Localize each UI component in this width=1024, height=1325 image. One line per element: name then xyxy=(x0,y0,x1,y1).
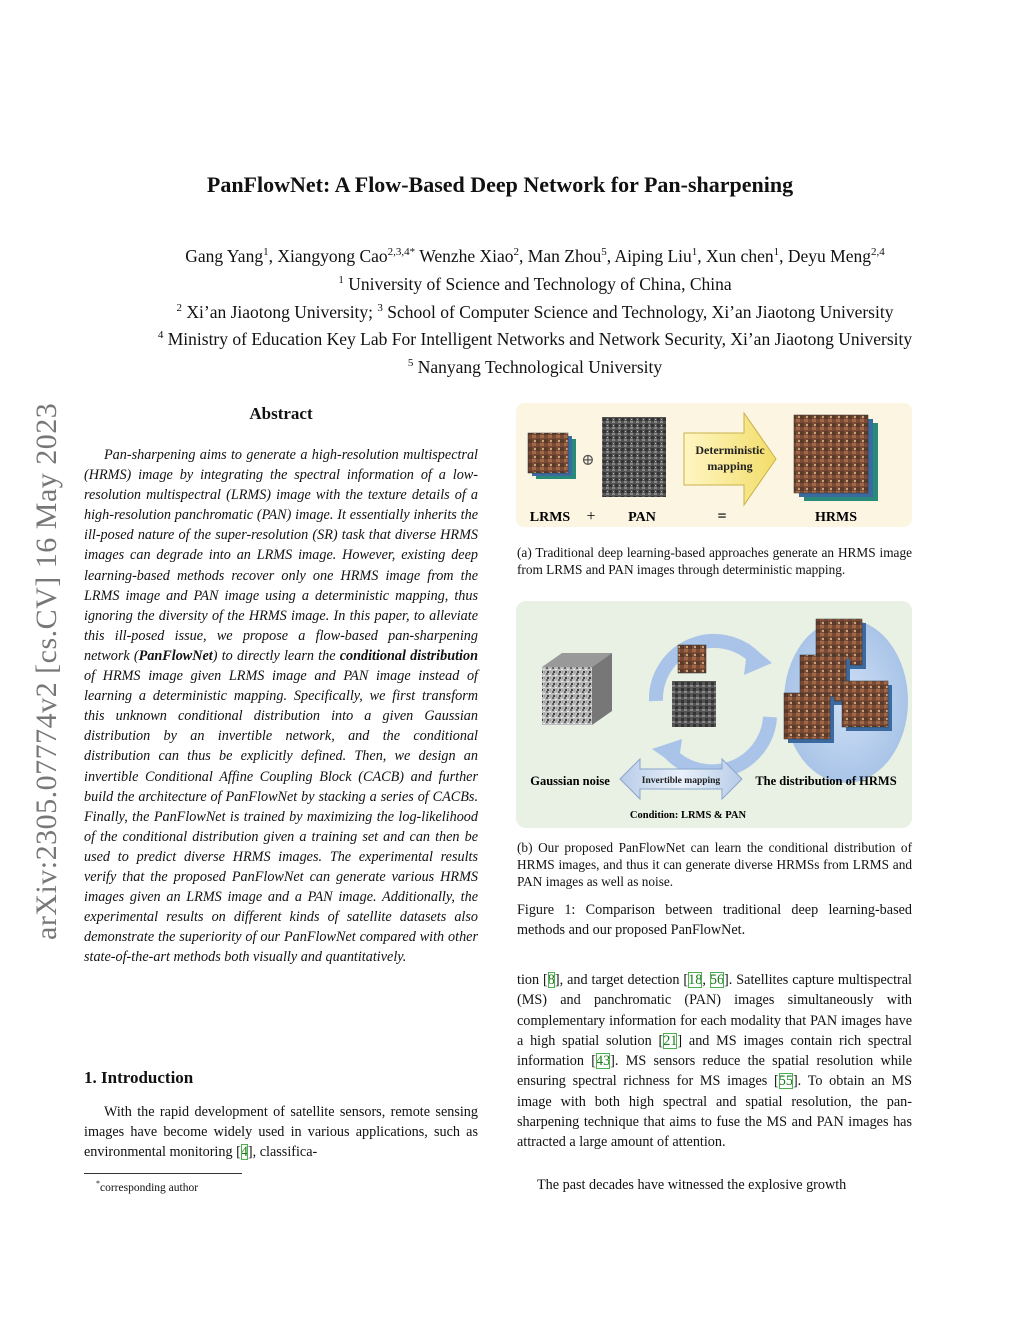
lrms-label: LRMS xyxy=(529,510,571,525)
affiliation-4: $^4$ Ministry of Education Key Lab For Intelligent Networks and Network Security, Xi’an Jiaotong University xyxy=(157,329,913,350)
citation-link[interactable]: 18 xyxy=(688,972,703,988)
citation-link[interactable]: 55 xyxy=(778,1073,793,1090)
condition-pan-image xyxy=(672,681,716,727)
oplus-symbol: ⊕ xyxy=(581,452,595,469)
right-column-paragraph: tion [8], and target detection [18, 56]. Satellites capture multispectral (MS) and panchromatic (PAN) images simultaneously with complementary information for each modality that PAN images have a high spatial solution [21] and MS images contain rich spectral information [43]. MS sensors reduce the spatial resolution while ensuring spectral richness for MS images [55]. To obtain an MS image with both high spectral and spatial resolution, the pan-sharpening technique that aims to fuse the MS and PAN images has attracted a large amount of attention. xyxy=(517,972,913,1151)
citation-link[interactable]: 21 xyxy=(663,1032,678,1049)
pan-label: PAN xyxy=(628,510,656,525)
citation-link[interactable]: 8 xyxy=(547,972,555,988)
gaussian-noise-label: Gaussian noise xyxy=(530,774,610,788)
author-block xyxy=(0,240,1024,379)
affiliation-5: $^5$ Nanyang Technological University xyxy=(407,357,663,378)
paper-title: PanFlowNet: A Flow-Based Deep Network for Pan-sharpening xyxy=(206,172,794,197)
affiliation-1: $^1$ University of Science and Technology of China, China xyxy=(338,273,732,294)
invertible-mapping-label: Invertible mapping xyxy=(641,776,721,786)
figure-b-diagram xyxy=(516,601,912,828)
deterministic-label-1: Deterministic xyxy=(695,443,765,457)
introduction-heading: 1. Introduction xyxy=(84,1068,194,1087)
right-column-paragraph-2: The past decades have witnessed the explosive growth xyxy=(537,1177,847,1193)
abstract-heading: Abstract xyxy=(249,404,313,423)
figure-b-panel xyxy=(516,601,912,828)
condition-lrms-image xyxy=(678,645,706,673)
hrms-distribution-label: The distribution of HRMS xyxy=(755,774,897,788)
footnote-rule xyxy=(84,1173,242,1174)
figure-1-caption: Figure 1: Comparison between traditional deep learning-based methods and our proposed PanFlowNet. xyxy=(517,902,912,938)
citation-link[interactable]: 4 xyxy=(240,1144,248,1160)
citation-link[interactable]: 56 xyxy=(709,972,725,988)
arxiv-identifier: arXiv:2305.07774v2 [cs.CV] 16 May 2023 xyxy=(30,402,63,940)
abstract-text: Pan-sharpening aims to generate a high-resolution multispectral (HRMS) image by integrating the spectral information of a low-resolution multispectral (LRMS) image with the texture details of a high-resolution panchromatic (PAN) image. It essentially inherits the ill-posed nature of the super-resolution (SR) task that diverse HRMS images can degrade into an LRMS image. However, existing deep learning-based methods recover only one HRMS image from the LRMS image and PAN image using a deterministic mapping, thus ignoring the diversity of the HRMS image. In this paper, to alleviate this ill-posed issue, we propose a flow-based pan-sharpening network (PanFlowNet) to directly learn the conditional distribution of HRMS image given LRMS image and PAN image instead of learning a deterministic mapping. Specifically, we first transform this unknown conditional distribution into a given Gaussian distribution by an invertible network, and the conditional distribution can thus be explicitly defined. Then, we design an invertible Conditional Affine Coupling Block (CACB) and further build the architecture of PanFlowNet by stacking a series of CACBs. Finally, the PanFlowNet is trained by maximizing the log-likelihood of the conditional distribution given a training set and can then be used to predict diverse HRMS images. The experimental results verify that the proposed PanFlowNet can generate various HRMS images given an LRMS image and a PAN image. Additionally, the experimental results on different kinds of satellite datasets also demonstrate the superiority of our PanFlowNet compared with other state-of-the-art methods both visually and quantitatively. xyxy=(84,447,478,966)
citation-link[interactable]: 43 xyxy=(595,1053,611,1070)
author-list: Gang Yang$^1$, Xiangyong Cao$^{2,3,4*}$ Wenzhe Xiao$^2$, Man Zhou$^5$, Aiping Liu$^1$, Xun chen$^1$, Deyu Meng$^{2,4}$ xyxy=(185,245,885,266)
figure-a-diagram xyxy=(516,403,912,527)
deterministic-arrow xyxy=(684,413,776,505)
figure-b-caption: (b) Our proposed PanFlowNet can learn the conditional distribution of HRMS images, and thus it can generate diverse HRMSs from LRMS and PAN images as well as noise. xyxy=(517,840,912,889)
gaussian-noise-cube xyxy=(542,653,612,725)
introduction-paragraph: With the rapid development of satellite sensors, remote sensing images have become widely used in various applications, such as environmental monitoring [4], classifica- xyxy=(84,1104,478,1160)
hrms-label: HRMS xyxy=(815,510,857,525)
pan-image xyxy=(602,417,666,497)
footnote: *corresponding author xyxy=(96,1179,199,1194)
lrms-image-stack xyxy=(528,433,576,479)
condition-label: Condition: LRMS & PAN xyxy=(629,810,747,821)
hrms-image-stack xyxy=(794,415,878,501)
figure-a-panel xyxy=(516,403,912,527)
affiliation-2-3: $^2$ Xi’an Jiaotong University; $^3$ School of Computer Science and Technology, Xi’an Jiaotong University xyxy=(176,301,894,322)
deterministic-label-2: mapping xyxy=(707,459,753,473)
plus-sign: + xyxy=(586,508,596,525)
figure-a-caption: (a) Traditional deep learning-based approaches generate an HRMS image from LRMS and PAN images through deterministic mapping. xyxy=(517,545,912,577)
equals-sign: = xyxy=(717,508,727,525)
